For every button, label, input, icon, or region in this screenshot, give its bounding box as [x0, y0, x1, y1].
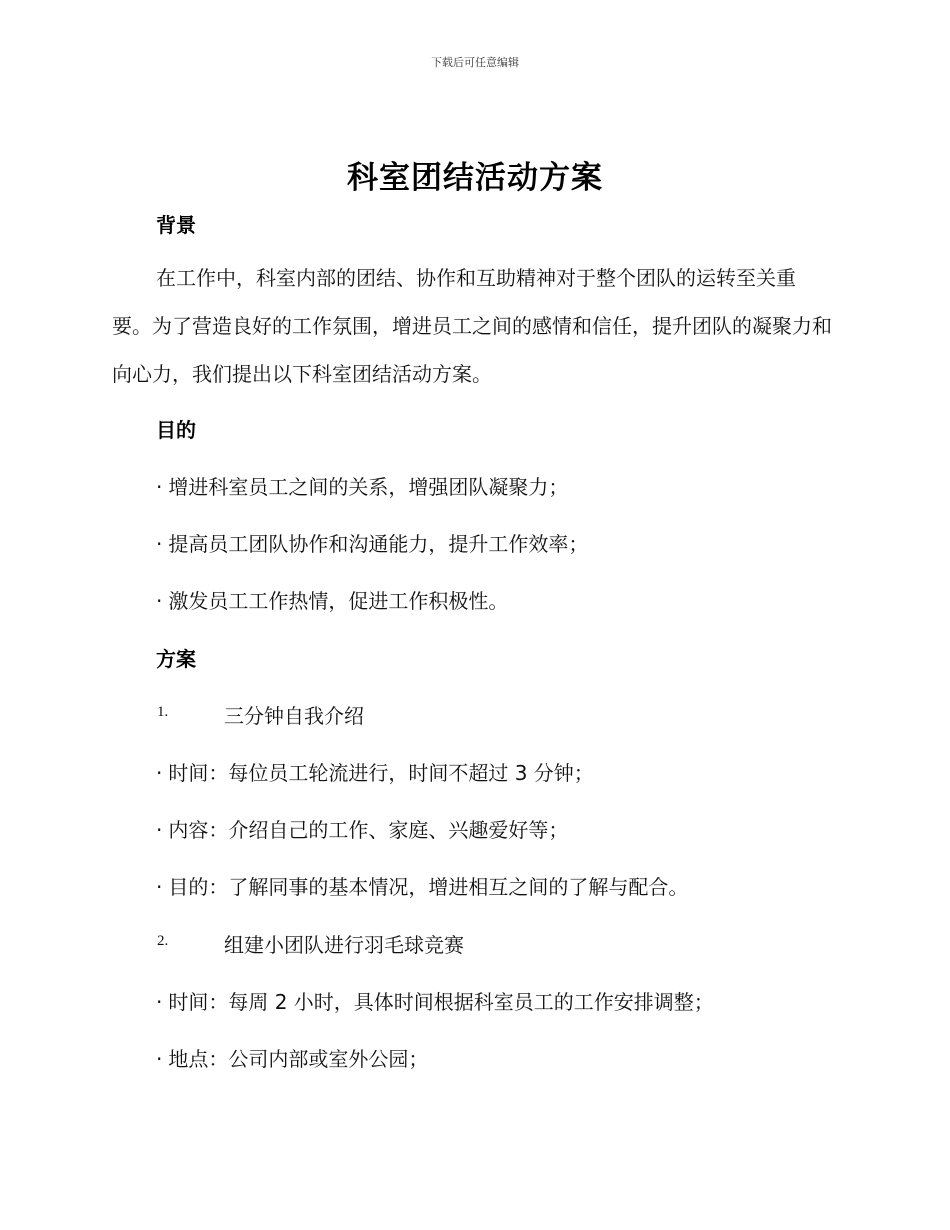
plan-bullet-text: 目的：了解同事的基本情况，增进相互之间的了解与配合。 — [168, 875, 689, 899]
plan-item-bullet — [156, 871, 688, 900]
plan-item-number: 1. — [157, 704, 169, 720]
bullet-dot: · — [156, 990, 163, 1014]
bullet-dot: · — [156, 1047, 163, 1071]
purpose-bullet — [156, 585, 508, 614]
plan-item-title: 三分钟自我介绍 — [224, 704, 364, 728]
section-heading-background: 背景 — [156, 213, 196, 237]
bullet-dot: · — [156, 875, 163, 899]
plan-bullet-text: 时间：每位员工轮流进行，时间不超过 3 分钟； — [168, 761, 594, 785]
plan-item-number: 2. — [157, 933, 169, 949]
plan-item-bullet — [156, 814, 568, 843]
header-note: 下载后可任意编辑 — [431, 56, 519, 69]
bullet-dot: · — [156, 818, 163, 842]
plan-item-bullet — [156, 757, 594, 786]
section-heading-purpose: 目的 — [156, 418, 196, 442]
document-title: 科室团结活动方案 — [347, 160, 603, 196]
purpose-bullet-text: 增进科室员工之间的关系，增强团队凝聚力； — [168, 475, 569, 499]
purpose-bullet-text: 提高员工团队协作和沟通能力，提升工作效率； — [168, 532, 589, 556]
bullet-dot: · — [156, 475, 163, 499]
plan-item-title: 组建小团队进行羽毛球竞赛 — [224, 933, 464, 957]
plan-bullet-text: 地点：公司内部或室外公园； — [168, 1047, 429, 1071]
plan-item-bullet — [156, 986, 714, 1015]
purpose-bullet-text: 激发员工工作热情，促进工作积极性。 — [168, 589, 509, 613]
plan-bullet-text: 内容：介绍自己的工作、家庭、兴趣爱好等； — [168, 818, 569, 842]
bullet-dot: · — [156, 532, 163, 556]
purpose-bullet — [156, 471, 568, 500]
section-heading-plan: 方案 — [156, 647, 196, 671]
plan-bullet-text: 时间：每周 2 小时，具体时间根据科室员工的工作安排调整； — [168, 990, 714, 1014]
plan-item-bullet — [156, 1043, 428, 1072]
bullet-dot: · — [156, 761, 163, 785]
purpose-bullet — [156, 528, 588, 557]
background-paragraph: 在工作中，科室内部的团结、协作和互助精神对于整个团队的运转至关重要。为了营造良好的工作氛围，增进员工之间的感情和信任，提升团队的凝聚力和向心力，我们提出以下科室团结活动方案。 — [112, 266, 832, 386]
bullet-dot: · — [156, 589, 163, 613]
